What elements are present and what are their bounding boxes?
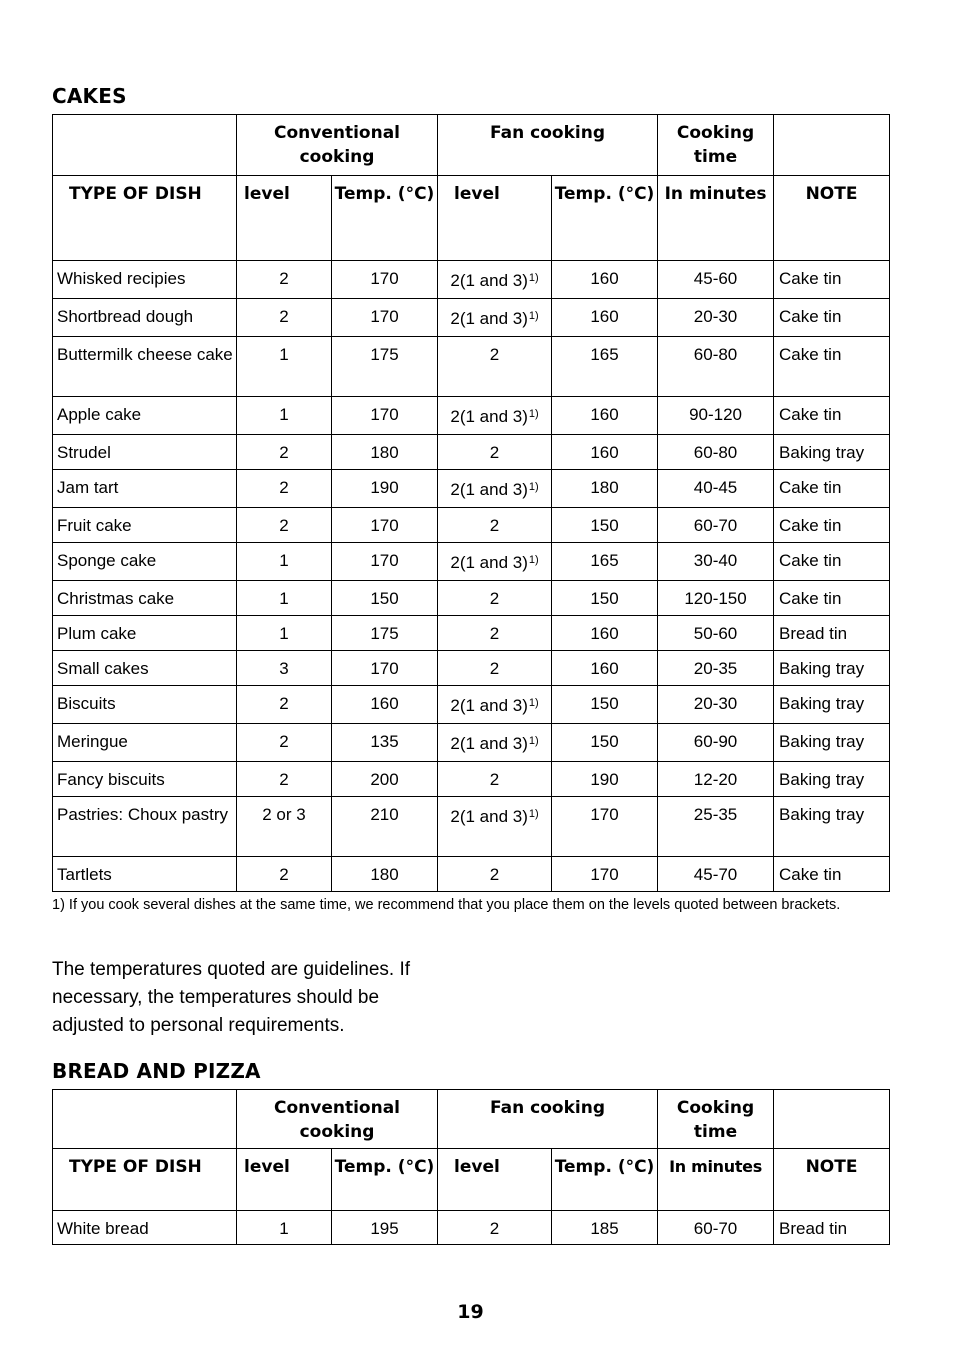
conv-level-cell-text: 2	[279, 770, 289, 789]
fan-level-cell	[438, 470, 552, 508]
dish-name-cell	[53, 686, 237, 724]
note-cell-text: Cake tin	[779, 478, 842, 497]
cooking-time-cell	[658, 508, 774, 543]
fan-level-cell-text: 2(1 and 3)	[450, 553, 528, 572]
table-row	[53, 435, 890, 470]
dish-name-cell-text: Tartlets	[57, 865, 112, 884]
conv-temp-cell-text: 190	[370, 478, 399, 497]
footnote-marker: 1)	[528, 735, 539, 747]
fan-level-cell-text: 2(1 and 3)	[450, 807, 528, 826]
guideline-paragraph: The temperatures quoted are guidelines. If necessary, the temperatures should be adjusted to personal requirements.	[52, 959, 411, 1036]
header-fan-level: level	[438, 1149, 552, 1211]
fan-temp-cell-text: 165	[590, 551, 619, 570]
fan-temp-cell-text: 160	[590, 443, 619, 462]
conv-temp-cell-text: 150	[370, 589, 399, 608]
note-cell-text: Bread tin	[779, 1219, 848, 1238]
cooking-time-cell	[658, 724, 774, 762]
fan-temp-cell-text: 150	[590, 516, 619, 535]
dish-name-cell-text: Fancy biscuits	[57, 770, 165, 789]
dish-name-cell-text: Jam tart	[57, 478, 119, 497]
conv-level-cell	[237, 797, 332, 857]
conv-temp-cell	[332, 651, 438, 686]
note-cell	[774, 651, 890, 686]
dish-name-cell-text: Plum cake	[57, 624, 137, 643]
conv-level-cell-text: 1	[279, 624, 289, 643]
fan-level-cell	[438, 435, 552, 470]
cooking-time-cell	[658, 337, 774, 397]
fan-level-cell	[438, 1211, 552, 1245]
note-cell	[774, 470, 890, 508]
fan-level-cell-text: 2	[489, 770, 500, 789]
fan-temp-cell	[552, 337, 658, 397]
fan-level-cell	[438, 797, 552, 857]
header-conv-level: level	[237, 1149, 332, 1211]
fan-temp-cell	[552, 651, 658, 686]
dish-name-cell	[53, 581, 237, 616]
cooking-time-cell-text: 60-80	[693, 443, 738, 462]
note-cell-text: Cake tin	[779, 589, 842, 608]
fan-level-cell	[438, 686, 552, 724]
note-cell-text: Baking tray	[779, 443, 865, 462]
dish-name-cell	[53, 651, 237, 686]
conv-temp-cell	[332, 299, 438, 337]
fan-temp-cell-text: 160	[590, 659, 619, 678]
page-number: 19	[457, 1301, 484, 1323]
dish-name-cell-text: Small cakes	[57, 659, 149, 678]
table-row	[53, 397, 890, 435]
dish-name-cell-text: Buttermilk cheese cake	[57, 345, 233, 364]
dish-name-cell	[53, 762, 237, 797]
dish-name-cell	[53, 616, 237, 651]
conv-level-cell	[237, 724, 332, 762]
table-row	[53, 337, 890, 397]
fan-level-cell	[438, 724, 552, 762]
note-cell-text: Cake tin	[779, 551, 842, 570]
dish-name-cell	[53, 261, 237, 299]
note-cell-text: Cake tin	[779, 516, 842, 535]
fan-temp-cell	[552, 435, 658, 470]
header-fan-level: level	[438, 176, 552, 261]
fan-temp-cell	[552, 261, 658, 299]
conv-level-cell	[237, 616, 332, 651]
fan-temp-cell	[552, 581, 658, 616]
dish-name-cell-text: Pastries: Choux pastry	[57, 805, 229, 824]
fan-temp-cell-text: 150	[590, 694, 619, 713]
fan-level-cell-text: 2(1 and 3)	[450, 407, 528, 426]
conv-level-cell	[237, 397, 332, 435]
conv-level-cell-text: 2	[279, 478, 289, 497]
note-cell-text: Baking tray	[779, 659, 865, 678]
dish-name-cell	[53, 299, 237, 337]
cooking-time-cell	[658, 299, 774, 337]
cooking-time-cell-text: 20-35	[693, 659, 738, 678]
conv-level-cell-text: 2	[279, 307, 289, 326]
table-row	[53, 508, 890, 543]
table-row	[53, 616, 890, 651]
conv-temp-cell-text: 170	[370, 307, 399, 326]
cooking-time-cell-text: 40-45	[693, 478, 738, 497]
conv-temp-cell	[332, 1211, 438, 1245]
cooking-time-cell-text: 50-60	[693, 624, 738, 643]
note-cell-text: Cake tin	[779, 865, 842, 884]
cooking-time-cell	[658, 616, 774, 651]
fan-level-cell	[438, 857, 552, 892]
cooking-time-cell	[658, 762, 774, 797]
header-cooking-time: Cooking time	[658, 1090, 774, 1149]
footnote-marker: 1)	[528, 408, 539, 420]
fan-temp-cell	[552, 762, 658, 797]
dish-name-cell-text: Christmas cake	[57, 589, 175, 608]
dish-name-cell-text: Fruit cake	[57, 516, 132, 535]
conv-temp-cell	[332, 508, 438, 543]
fan-temp-cell	[552, 1211, 658, 1245]
note-cell	[774, 857, 890, 892]
header-fan-cooking: Fan cooking	[438, 115, 658, 176]
dish-name-cell	[53, 470, 237, 508]
conv-temp-cell	[332, 337, 438, 397]
fan-temp-cell	[552, 397, 658, 435]
dish-name-cell-text: Shortbread dough	[57, 307, 194, 326]
conv-level-cell	[237, 1211, 332, 1245]
footnote-text: 1) If you cook several dishes at the same time, we recommend that you place them on the levels quoted between brackets.	[52, 897, 841, 913]
fan-temp-cell	[552, 543, 658, 581]
conv-level-cell-text: 2	[279, 694, 289, 713]
table-row	[53, 261, 890, 299]
note-cell	[774, 581, 890, 616]
table-row	[53, 651, 890, 686]
conv-level-cell-text: 2	[279, 865, 289, 884]
fan-level-cell-text: 2	[489, 589, 500, 608]
cooking-time-cell	[658, 857, 774, 892]
footnote-marker: 1)	[528, 554, 539, 566]
table-row	[53, 857, 890, 892]
conv-level-cell-text: 2	[279, 516, 289, 535]
dish-name-cell	[53, 1211, 237, 1245]
header-blank-note	[774, 1090, 890, 1149]
note-cell-text: Cake tin	[779, 345, 842, 364]
table-row	[53, 797, 890, 857]
conv-level-cell	[237, 435, 332, 470]
dish-name-cell-text: Sponge cake	[57, 551, 157, 570]
conv-temp-cell-text: 170	[370, 405, 399, 424]
cakes-title: CAKES	[52, 84, 127, 108]
cooking-time-cell-text: 20-30	[693, 307, 738, 326]
conv-temp-cell	[332, 581, 438, 616]
conv-temp-cell-text: 210	[370, 805, 399, 824]
cooking-time-cell-text: 60-70	[693, 516, 738, 535]
conv-level-cell	[237, 857, 332, 892]
conv-temp-cell-text: 195	[370, 1219, 399, 1238]
conv-level-cell-text: 2	[279, 269, 289, 288]
note-cell	[774, 508, 890, 543]
note-cell	[774, 797, 890, 857]
dish-name-cell-text: Strudel	[57, 443, 111, 462]
dish-name-cell	[53, 337, 237, 397]
fan-level-cell	[438, 543, 552, 581]
conv-level-cell-text: 2	[279, 732, 289, 751]
cooking-time-cell-text: 30-40	[693, 551, 738, 570]
fan-temp-cell	[552, 508, 658, 543]
note-cell	[774, 724, 890, 762]
dish-name-cell	[53, 857, 237, 892]
header-conv-temp: Temp. (°C)	[332, 1149, 438, 1211]
conv-temp-cell	[332, 797, 438, 857]
conv-temp-cell	[332, 470, 438, 508]
conv-level-cell	[237, 337, 332, 397]
note-cell-text: Baking tray	[779, 770, 865, 789]
conv-level-cell	[237, 470, 332, 508]
note-cell	[774, 299, 890, 337]
conv-temp-cell-text: 170	[370, 551, 399, 570]
header-conv-level: level	[237, 176, 332, 261]
fan-level-cell-text: 2	[489, 624, 500, 643]
conv-level-cell-text: 1	[279, 405, 289, 424]
fan-level-cell	[438, 508, 552, 543]
header-cooking-time: Cooking time	[658, 115, 774, 176]
cooking-time-cell-text: 25-35	[693, 805, 738, 824]
conv-temp-cell-text: 175	[370, 345, 399, 364]
table-row	[53, 581, 890, 616]
conv-temp-cell	[332, 435, 438, 470]
dish-name-cell-text: Biscuits	[57, 694, 116, 713]
cooking-time-cell	[658, 797, 774, 857]
note-cell	[774, 616, 890, 651]
fan-temp-cell-text: 150	[590, 589, 619, 608]
note-cell	[774, 543, 890, 581]
conv-level-cell	[237, 543, 332, 581]
header-conv-temp: Temp. (°C)	[332, 176, 438, 261]
conv-level-cell	[237, 508, 332, 543]
header-blank	[53, 1090, 237, 1149]
fan-level-cell	[438, 299, 552, 337]
header-in-minutes: In minutes	[658, 176, 774, 261]
note-cell	[774, 397, 890, 435]
fan-level-cell	[438, 397, 552, 435]
cooking-time-cell-text: 12-20	[693, 770, 738, 789]
bread-table	[52, 1089, 890, 1245]
note-cell	[774, 686, 890, 724]
fan-temp-cell	[552, 470, 658, 508]
footnote-marker: 1)	[528, 481, 539, 493]
note-cell	[774, 1211, 890, 1245]
cooking-time-cell	[658, 435, 774, 470]
note-cell-text: Cake tin	[779, 269, 842, 288]
fan-level-cell-text: 2(1 and 3)	[450, 734, 528, 753]
dish-name-cell-text: Meringue	[57, 732, 128, 751]
footnote-marker: 1)	[528, 310, 539, 322]
fan-temp-cell-text: 160	[590, 307, 619, 326]
dish-name-cell	[53, 397, 237, 435]
fan-temp-cell-text: 160	[590, 405, 619, 424]
conv-temp-cell	[332, 397, 438, 435]
conv-temp-cell-text: 135	[370, 732, 399, 751]
footnote-marker: 1)	[528, 697, 539, 709]
fan-temp-cell	[552, 299, 658, 337]
cooking-time-cell-text: 45-70	[693, 865, 738, 884]
dish-name-cell	[53, 724, 237, 762]
header-type-of-dish: TYPE OF DISH	[53, 176, 237, 261]
conv-temp-cell-text: 180	[370, 865, 399, 884]
fan-level-cell	[438, 261, 552, 299]
header-blank-note	[774, 115, 890, 176]
note-cell-text: Bread tin	[779, 624, 848, 643]
header-note: NOTE	[774, 1149, 890, 1211]
footnote-marker: 1)	[528, 808, 539, 820]
cooking-time-cell	[658, 397, 774, 435]
note-cell-text: Cake tin	[779, 307, 842, 326]
cooking-time-cell-text: 60-80	[693, 345, 738, 364]
bread-table-body	[53, 1211, 890, 1245]
fan-temp-cell-text: 185	[590, 1219, 619, 1238]
fan-level-cell-text: 2(1 and 3)	[450, 696, 528, 715]
conv-level-cell-text: 1	[279, 551, 289, 570]
header-blank	[53, 115, 237, 176]
header-conventional-cooking: Conventional cooking	[237, 1090, 438, 1149]
fan-level-cell	[438, 651, 552, 686]
note-cell	[774, 337, 890, 397]
cooking-time-cell-text: 60-90	[693, 732, 738, 751]
conv-temp-cell-text: 180	[370, 443, 399, 462]
conv-temp-cell	[332, 857, 438, 892]
conv-temp-cell	[332, 616, 438, 651]
header-fan-temp: Temp. (°C)	[552, 176, 658, 261]
cooking-time-cell	[658, 470, 774, 508]
dish-name-cell	[53, 435, 237, 470]
fan-temp-cell-text: 170	[590, 805, 619, 824]
conv-temp-cell-text: 170	[370, 659, 399, 678]
conv-temp-cell	[332, 686, 438, 724]
fan-temp-cell	[552, 797, 658, 857]
fan-level-cell	[438, 762, 552, 797]
fan-temp-cell-text: 165	[590, 345, 619, 364]
fan-level-cell-text: 2	[489, 659, 500, 678]
header-note: NOTE	[774, 176, 890, 261]
fan-level-cell-text: 2(1 and 3)	[450, 480, 528, 499]
conv-level-cell	[237, 581, 332, 616]
table-row	[53, 543, 890, 581]
cooking-time-cell-text: 45-60	[693, 269, 738, 288]
conv-level-cell	[237, 651, 332, 686]
conv-level-cell-text: 1	[279, 1219, 289, 1238]
conv-level-cell	[237, 686, 332, 724]
fan-level-cell	[438, 616, 552, 651]
fan-level-cell-text: 2	[489, 443, 500, 462]
fan-temp-cell	[552, 857, 658, 892]
conv-level-cell	[237, 762, 332, 797]
footnote	[52, 894, 889, 916]
cooking-time-cell	[658, 261, 774, 299]
table-row	[53, 1211, 890, 1245]
conv-temp-cell-text: 170	[370, 516, 399, 535]
conv-level-cell	[237, 299, 332, 337]
conv-level-cell	[237, 261, 332, 299]
note-cell	[774, 261, 890, 299]
fan-temp-cell-text: 190	[590, 770, 619, 789]
cooking-time-cell-text: 90-120	[689, 405, 742, 424]
conv-temp-cell-text: 160	[370, 694, 399, 713]
conv-temp-cell-text: 200	[370, 770, 399, 789]
conv-level-cell-text: 2 or 3	[262, 805, 306, 824]
conv-temp-cell	[332, 261, 438, 299]
fan-level-cell-text: 2(1 and 3)	[450, 271, 528, 290]
header-fan-temp: Temp. (°C)	[552, 1149, 658, 1211]
conv-temp-cell-text: 170	[370, 269, 399, 288]
table-row	[53, 299, 890, 337]
fan-temp-cell	[552, 724, 658, 762]
conv-temp-cell	[332, 724, 438, 762]
fan-temp-cell-text: 150	[590, 732, 619, 751]
cooking-time-cell-text: 120-150	[684, 589, 747, 608]
table-row	[53, 724, 890, 762]
conv-temp-cell	[332, 543, 438, 581]
fan-level-cell-text: 2	[489, 865, 500, 884]
conv-temp-cell-text: 175	[370, 624, 399, 643]
fan-temp-cell-text: 160	[590, 624, 619, 643]
note-cell-text: Baking tray	[779, 694, 865, 713]
cooking-time-cell-text: 60-70	[693, 1219, 738, 1238]
fan-temp-cell	[552, 616, 658, 651]
conv-level-cell-text: 3	[279, 659, 289, 678]
fan-temp-cell	[552, 686, 658, 724]
footnote-marker: 1)	[528, 272, 539, 284]
note-cell-text: Baking tray	[779, 805, 865, 824]
note-cell-text: Cake tin	[779, 405, 842, 424]
conv-level-cell-text: 1	[279, 345, 289, 364]
fan-level-cell-text: 2	[489, 345, 500, 364]
dish-name-cell-text: Apple cake	[57, 405, 142, 424]
conv-level-cell-text: 2	[279, 443, 289, 462]
dish-name-cell-text: Whisked recipies	[57, 269, 186, 288]
bread-title: BREAD AND PIZZA	[52, 1059, 261, 1083]
header-conventional-cooking: Conventional cooking	[237, 115, 438, 176]
cooking-time-cell	[658, 651, 774, 686]
cooking-time-cell	[658, 686, 774, 724]
fan-level-cell	[438, 337, 552, 397]
dish-name-cell	[53, 543, 237, 581]
conv-temp-cell	[332, 762, 438, 797]
conv-level-cell-text: 1	[279, 589, 289, 608]
dish-name-cell-text: White bread	[57, 1219, 149, 1238]
fan-level-cell-text: 2	[489, 1219, 500, 1238]
fan-level-cell-text: 2	[489, 516, 500, 535]
note-cell	[774, 435, 890, 470]
header-fan-cooking: Fan cooking	[438, 1090, 658, 1149]
note-cell	[774, 762, 890, 797]
cooking-time-cell-text: 20-30	[693, 694, 738, 713]
cakes-table	[52, 114, 890, 892]
dish-name-cell	[53, 797, 237, 857]
dish-name-cell	[53, 508, 237, 543]
header-in-minutes: In minutes	[658, 1149, 774, 1211]
fan-temp-cell-text: 170	[590, 865, 619, 884]
fan-level-cell	[438, 581, 552, 616]
cakes-table-body	[53, 261, 890, 892]
header-type-of-dish: TYPE OF DISH	[53, 1149, 237, 1211]
fan-level-cell-text: 2(1 and 3)	[450, 309, 528, 328]
fan-temp-cell-text: 160	[590, 269, 619, 288]
cooking-time-cell	[658, 1211, 774, 1245]
table-row	[53, 762, 890, 797]
cooking-time-cell	[658, 543, 774, 581]
note-cell-text: Baking tray	[779, 732, 865, 751]
table-row	[53, 470, 890, 508]
fan-temp-cell-text: 180	[590, 478, 619, 497]
cooking-time-cell	[658, 581, 774, 616]
table-row	[53, 686, 890, 724]
